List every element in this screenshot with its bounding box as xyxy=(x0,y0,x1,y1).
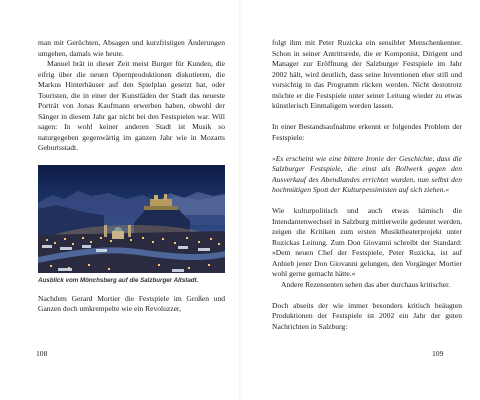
right-paragraph-5: Doch abseits der wie immer besonders kritisch beäugten Produktionen der Festspiele ist 2002 ein Jahr der guten Nachrichten in Salzburg: xyxy=(272,300,462,331)
right-paragraph-3: Wie kulturpolitisch und auch etwas hämisch die Intendantenwechsel in Salzburg mittlerweile gedeutet werden, zeigen die Kritiken zum ersten Musiktheaterprojekt unter Ruzickas Leitung. Zum Don Giovanni schreibt der Standard: »Dem neuen Chef der Festspiele, Peter Ruzicka, ist auf Anhieb jener Don Giovanni gelungen, den Vorgänger Mortier wohl gerne gemacht hätte.« xyxy=(272,206,462,278)
salzburg-night-photo xyxy=(38,165,225,273)
page-number-left: 108 xyxy=(36,349,48,358)
page-number-right: 109 xyxy=(432,349,444,358)
right-page xyxy=(240,0,480,400)
left-paragraph-2: Manuel brät in dieser Zeit meist Burger für Kunden, die eifrig über die neuen Opernproduktionen diskutieren, die Markus Hinterhäuser auf den Spielplan gesetzt hat, oder Touristen, die in einer der Kunstläden der Stadt das neueste Porträt von Jonas Kaufmann erwerben haben, obwohl der Sänger in diesem Jahr gar nicht bei den Festspielen war. Will sagen: In wohl keiner anderen Stadt ist Musik so naturgegeben gegenwärtig im ganzen Jahr wie in Mozarts Geburtsstadt. xyxy=(38,59,225,152)
left-paragraph-1: man mit Gerüchten, Absagen und kurzfristigen Änderungen umgehen, damals wie heute. xyxy=(38,38,225,58)
right-paragraph-2: In einer Bestandsaufnahme erkennt er folgendes Problem der Festspiele: xyxy=(272,122,462,142)
city-skyline-illustration xyxy=(38,165,225,273)
left-paragraph-3: Nachdem Gerard Mortier die Festspiele im Großen und Ganzen doch umkrempelte wie ein Revoluzzer, xyxy=(38,293,225,313)
block-quote: »Es erscheint wie eine bittere Ironie der Geschichte, dass die Salzburger Festspiele, die einst als Bollwerk gegen den Ausverkauf des Abendlandes errichtet wurden, nun selbst den hochmütigen Spott der Kulturpessimisten auf sich ziehen.« xyxy=(272,153,462,194)
right-paragraph-4: Andere Rezensenten sehen das aber durchaus kritischer. xyxy=(281,279,451,289)
right-paragraph-1: folgt ihm mit Peter Ruzicka ein sensibler Menschenkenner. Schon in seiner Antrittsrede, die er Komponist, Dirigent und Manager zur Eröffnung der Salzburger Festspiele im Jahr 2002 hält, wird deutlich, dass seine Inventionen eher still und vorsichtig in das Programm rücken werden. Nicht destotrotz möchte er die Festspiele unter seiner Leitung wieder zu etwas künstlerisch Einmaligem werden lassen. xyxy=(272,38,462,110)
photo-caption: Ausblick vom Mönchsberg auf die Salzburger Altstadt. xyxy=(38,276,199,284)
